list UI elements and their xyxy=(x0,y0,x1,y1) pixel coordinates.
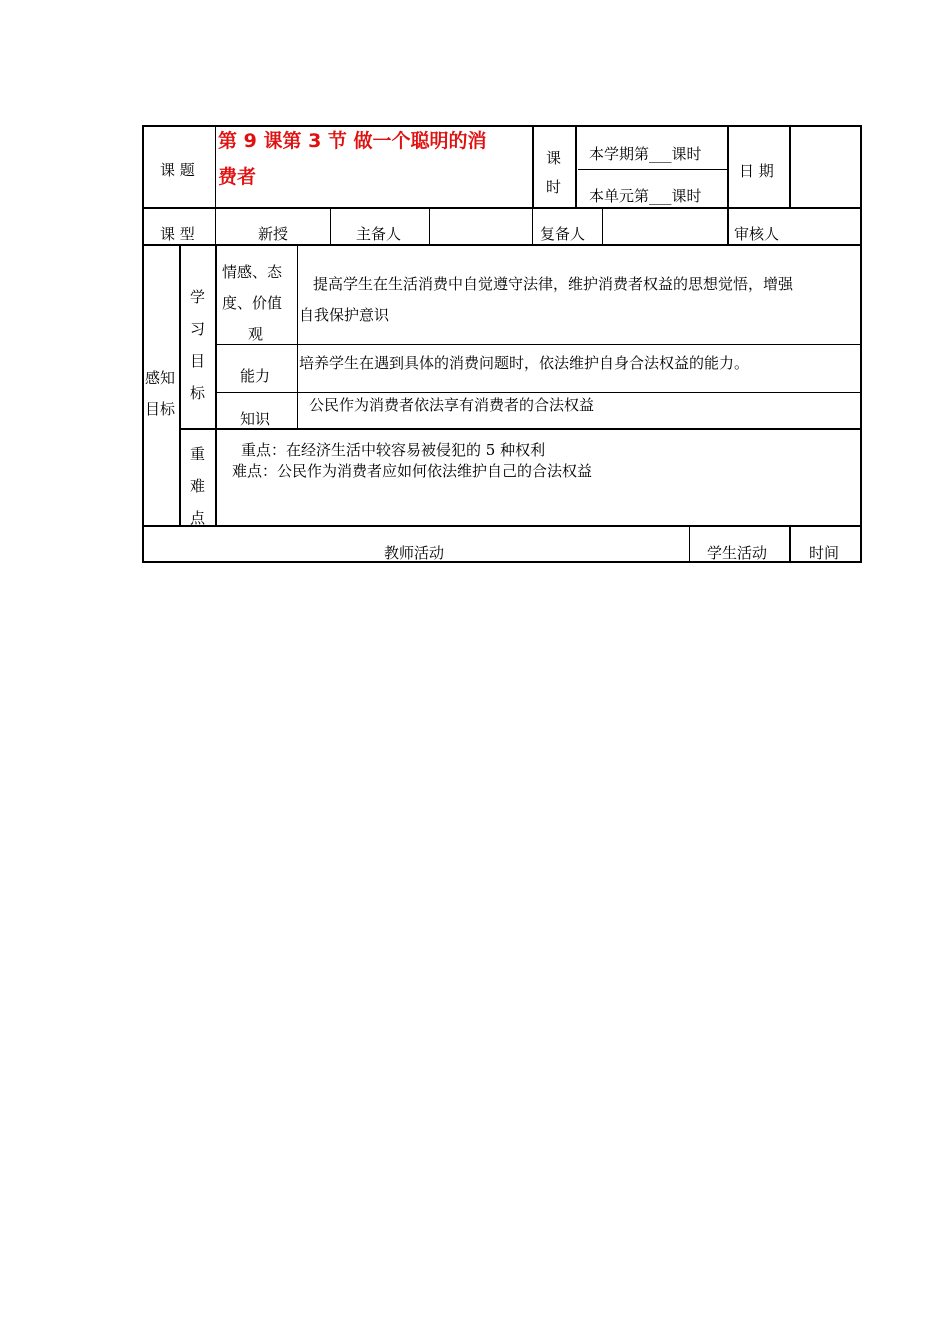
learning-label-char: 学 xyxy=(190,288,206,306)
goals-section-label-1: 感知 xyxy=(145,369,176,387)
co-preparer-label: 复备人 xyxy=(540,225,586,243)
emotion-goal-text-2: 自我保护意识 xyxy=(299,306,390,324)
row-divider-2 xyxy=(142,244,862,246)
goals-section-label-2: 目标 xyxy=(145,400,176,418)
knowledge-label: 知识 xyxy=(240,410,271,428)
col-line-c xyxy=(575,125,577,209)
emotion-goal-text-1: 提高学生在生活消费中自觉遵守法律，维护消费者权益的思想觉悟，增强 xyxy=(313,275,794,293)
reviewer-label: 审核人 xyxy=(734,225,780,243)
date-label: 日 期 xyxy=(739,162,774,180)
period-label-1: 课 xyxy=(546,149,562,167)
difficult-point-text: 难点：公民作为消费者应如何依法维护自己的合法权益 xyxy=(232,462,593,480)
col-line-i xyxy=(602,207,603,245)
type-value: 新授 xyxy=(258,225,289,243)
col-line-h xyxy=(532,207,533,245)
learning-label-char: 目 xyxy=(190,352,206,370)
col-line-g xyxy=(429,207,430,245)
type-label: 课 型 xyxy=(160,225,195,243)
emotion-label-1: 情感、态 xyxy=(222,263,283,281)
main-preparer-label: 主备人 xyxy=(356,225,402,243)
table-border-left xyxy=(142,125,144,563)
row-divider-ability xyxy=(215,392,862,393)
key-point-text: 重点：在经济生活中较容易被侵犯的 5 种权利 xyxy=(241,441,546,459)
col-line-time xyxy=(789,525,791,563)
key-label-char: 点 xyxy=(190,509,206,527)
col-line-student xyxy=(689,525,690,563)
key-label-char: 难 xyxy=(190,477,206,495)
time-header: 时间 xyxy=(809,544,840,562)
key-label-char: 重 xyxy=(190,445,206,463)
period-divider xyxy=(578,169,727,170)
semester-period: 本学期第___课时 xyxy=(589,145,702,163)
learning-label-char: 标 xyxy=(190,384,206,402)
learning-label-char: 习 xyxy=(190,320,206,338)
row-divider-3 xyxy=(142,525,862,527)
teacher-activity-header: 教师活动 xyxy=(384,544,445,562)
lesson-title-line-1: 第 9 课第 3 节 做一个聪明的消 xyxy=(218,130,487,152)
col-line-b xyxy=(532,125,534,209)
student-activity-header: 学生活动 xyxy=(707,544,768,562)
unit-period: 本单元第___课时 xyxy=(589,187,702,205)
topic-label: 课 题 xyxy=(160,161,195,179)
emotion-label-2: 度、价值 xyxy=(222,294,283,312)
col-line-sub xyxy=(297,244,298,430)
row-divider-knowledge xyxy=(179,428,862,430)
col-line-d xyxy=(727,125,729,245)
col-line-a xyxy=(215,125,216,245)
ability-goal-text: 培养学生在遇到具体的消费问题时，依法维护自身合法权益的能力。 xyxy=(299,354,750,372)
ability-label: 能力 xyxy=(240,367,271,385)
col-line-learning xyxy=(215,244,217,527)
col-line-e xyxy=(789,125,791,209)
row-divider-1 xyxy=(142,207,862,209)
period-label-2: 时 xyxy=(546,178,562,196)
col-line-f xyxy=(330,207,331,245)
row-divider-emotion xyxy=(215,344,862,345)
emotion-label-3: 观 xyxy=(248,325,264,343)
knowledge-goal-text: 公民作为消费者依法享有消费者的合法权益 xyxy=(309,396,595,414)
table-border-right xyxy=(860,125,862,563)
lesson-title-line-2: 费者 xyxy=(218,166,257,188)
col-line-goals xyxy=(179,244,181,527)
